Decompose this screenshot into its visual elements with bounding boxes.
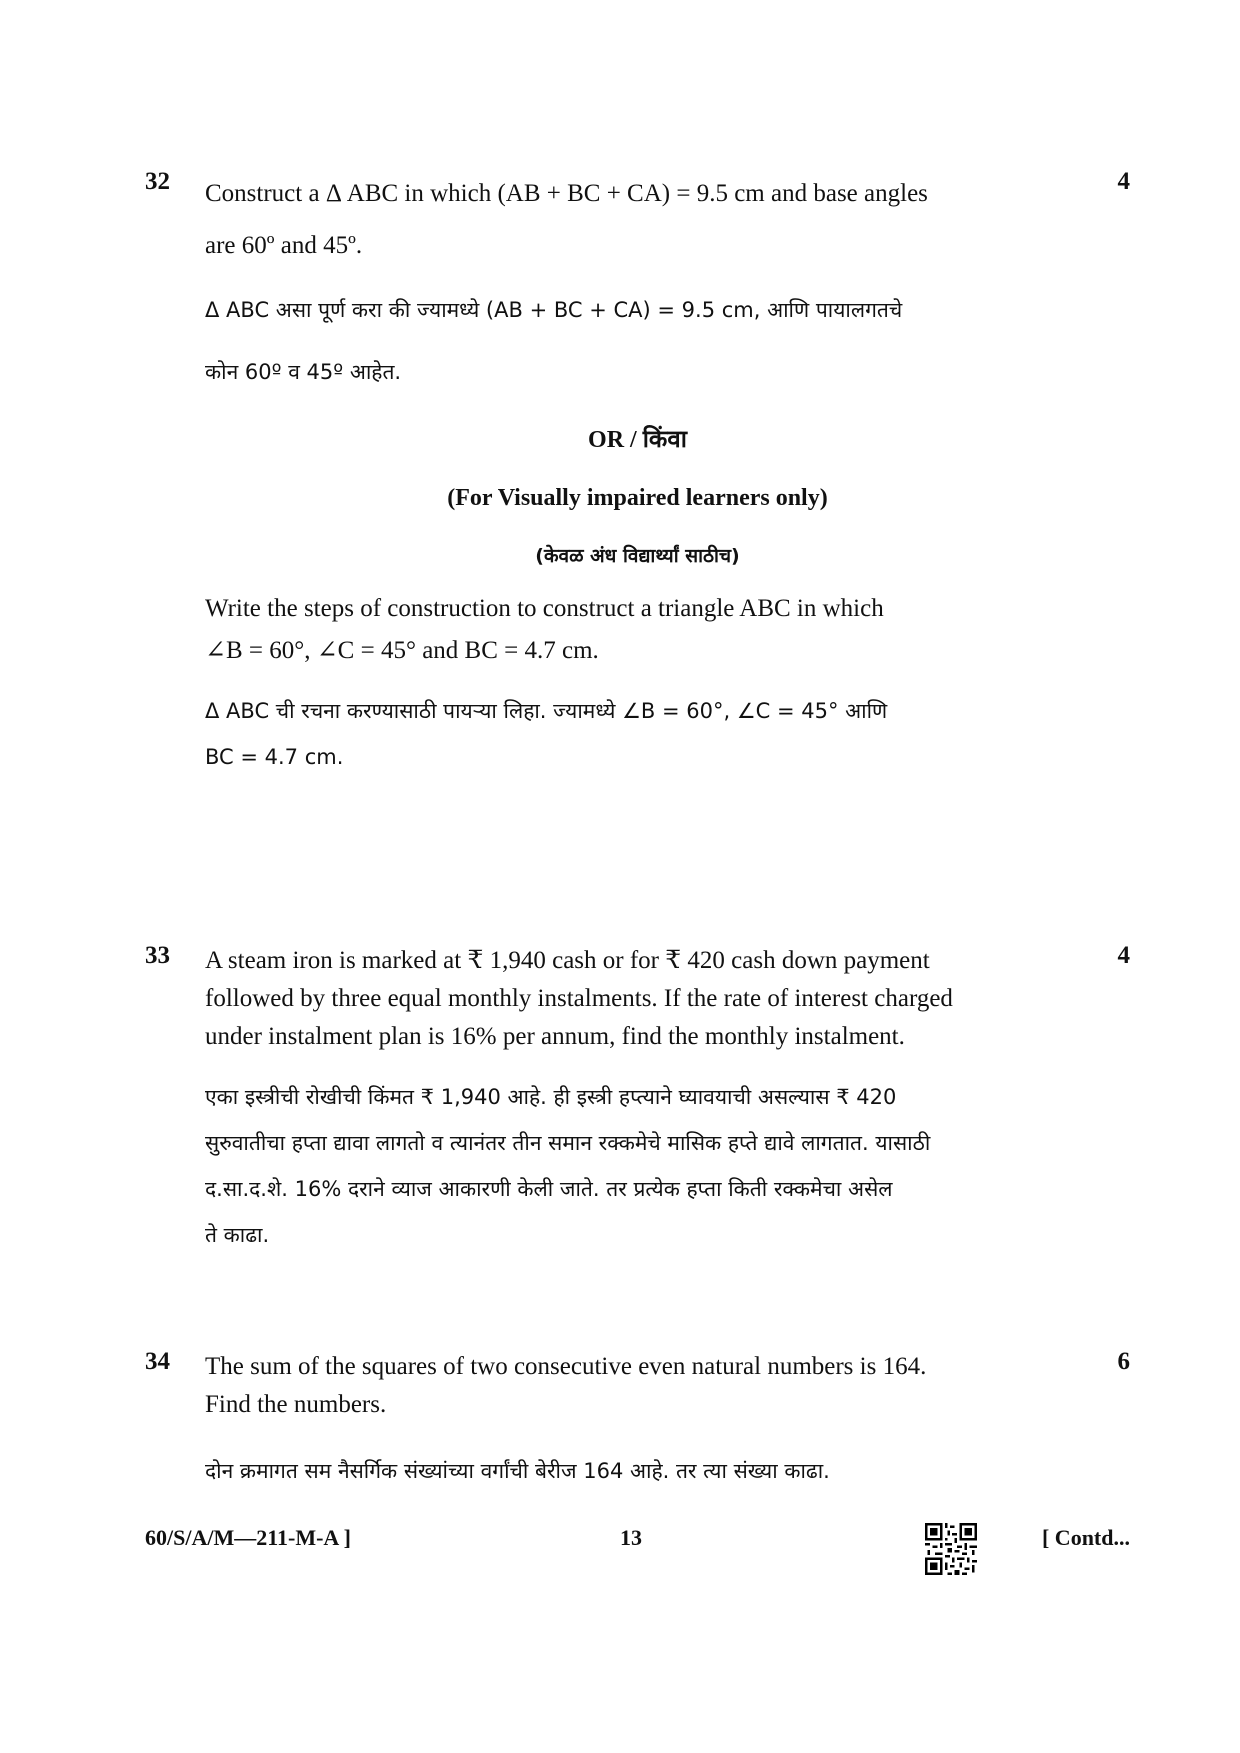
question-text-en-line: Find the numbers. bbox=[205, 1391, 387, 1418]
qr-code-icon bbox=[925, 1523, 977, 1575]
question-text-mr-line: कोन 60º व 45º आहेत. bbox=[205, 360, 402, 384]
question-32 bbox=[145, 168, 1130, 780]
question-number: 33 bbox=[145, 942, 170, 969]
question-text-en-line: A steam iron is marked at ₹ 1,940 cash or for ₹ 420 cash down payment bbox=[205, 947, 930, 974]
question-34 bbox=[145, 1348, 1130, 1494]
question-marks: 6 bbox=[1117, 1348, 1130, 1375]
page-number: 13 bbox=[620, 1525, 642, 1550]
question-text-en-line: followed by three equal monthly instalments. If the rate of interest charged bbox=[205, 985, 953, 1012]
page-footer bbox=[145, 1523, 1130, 1583]
or-separator: OR / किंवा bbox=[588, 427, 687, 453]
question-text-mr-line: Δ ABC असा पूर्ण करा की ज्यामध्ये (AB + BC + CA) = 9.5 cm, आणि पायालगतचे bbox=[205, 298, 903, 322]
alt-question-mr-line: BC = 4.7 cm. bbox=[205, 745, 344, 769]
question-text-mr-line: एका इस्त्रीची रोखीची किंमत ₹ 1,940 आहे. ही इस्त्री हप्त्याने घ्यावयाची असल्यास ₹ 420 bbox=[205, 1085, 897, 1109]
question-text-mr-line: द.सा.द.शे. 16% दराने व्याज आकारणी केली जाते. तर प्रत्येक हप्ता किती रक्कमेचा असेल bbox=[205, 1177, 893, 1201]
alt-question-en-line: Write the steps of construction to construct a triangle ABC in which bbox=[205, 595, 884, 622]
question-33 bbox=[145, 942, 1130, 1258]
question-text-mr-line: दोन क्रमागत सम नैसर्गिक संख्यांच्या वर्गांची बेरीज 164 आहे. तर त्या संख्या काढा. bbox=[205, 1459, 830, 1483]
alt-question-en-line: ∠B = 60°, ∠C = 45° and BC = 4.7 cm. bbox=[205, 637, 599, 664]
question-text-en-line: The sum of the squares of two consecutive even natural numbers is 164. bbox=[205, 1353, 927, 1380]
visually-impaired-heading-mr: (केवळ अंध विद्यार्थ्यां साठीच) bbox=[535, 545, 740, 567]
visually-impaired-heading: (For Visually impaired learners only) bbox=[447, 485, 828, 511]
paper-code: 60/S/A/M—211-M-A ] bbox=[145, 1525, 351, 1550]
question-text-en-line: are 60º and 45º. bbox=[205, 232, 363, 259]
question-marks: 4 bbox=[1117, 168, 1130, 195]
question-text-en-line: Construct a Δ ABC in which (AB + BC + CA) = 9.5 cm and base angles bbox=[205, 180, 928, 207]
question-number: 34 bbox=[145, 1348, 170, 1375]
question-text-en-line: under instalment plan is 16% per annum, find the monthly instalment. bbox=[205, 1023, 905, 1050]
continued-label: [ Contd... bbox=[1041, 1525, 1130, 1550]
question-marks: 4 bbox=[1117, 942, 1130, 969]
question-number: 32 bbox=[145, 168, 170, 195]
question-text-mr-line: ते काढा. bbox=[205, 1223, 270, 1247]
alt-question-mr-line: Δ ABC ची रचना करण्यासाठी पायऱ्या लिहा. ज्यामध्ये ∠B = 60°, ∠C = 45° आणि bbox=[205, 699, 888, 723]
question-text-mr-line: सुरुवातीचा हप्ता द्यावा लागतो व त्यानंतर तीन समान रक्कमेचे मासिक हप्ते द्यावे लागतात. यासाठी bbox=[205, 1131, 931, 1155]
